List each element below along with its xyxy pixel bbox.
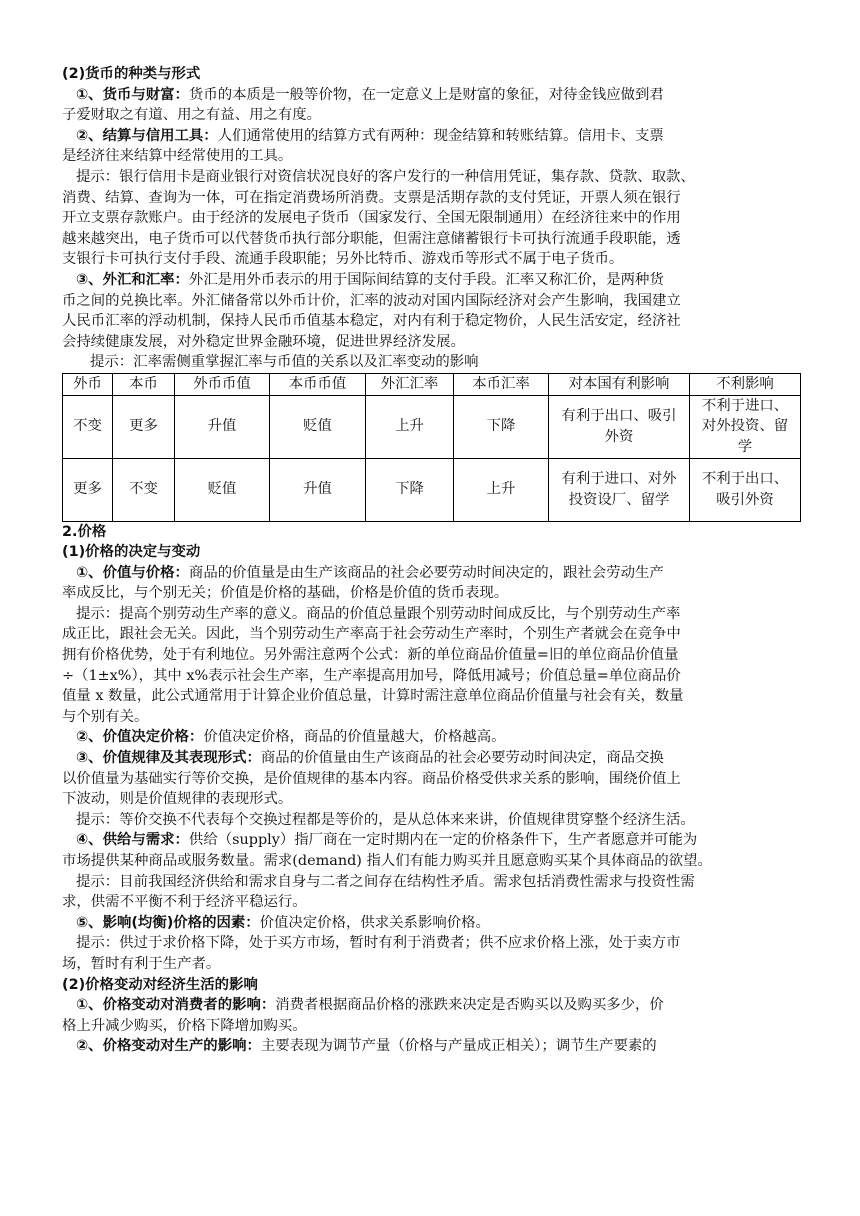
tip-line: 拥有价格优势，处于有利地位。另外需注意两个公式：新的单位商品价值量=旧的单位商品价值量 bbox=[62, 647, 679, 664]
paragraph-text: 主要表现为调节产量（价格与产量成正相关）；调节生产要素的 bbox=[260, 1038, 657, 1055]
paragraph-currency-wealth bbox=[62, 85, 807, 106]
paragraph-text: 是经济往来结算中经常使用的工具。 bbox=[62, 148, 293, 165]
table-header-cell: 对本国有利影响 bbox=[549, 373, 690, 395]
tip-line: 值量 x 数量，此公式通常用于计算企业价值总量，计算时需注意单位商品价值量与社会有关，数量 bbox=[62, 688, 684, 705]
paragraph-text: 外汇是用外币表示的用于国际间结算的支付手段。汇率又称汇价，是两种货 bbox=[188, 271, 664, 288]
table-cell: 更多 bbox=[113, 395, 175, 458]
paragraph-text: 货币的本质是一般等价物，在一定意义上是财富的象征，对待金钱应做到君 bbox=[188, 86, 664, 103]
tip-line: 开立支票存款账户。由于经济的发展电子货币（国家发行、全国无限制通用）在经济往来中的作用 bbox=[62, 210, 681, 227]
paragraph-text: 子爱财取之有道、用之有益、用之有度。 bbox=[62, 107, 322, 124]
table-cell: 贬值 bbox=[270, 395, 366, 458]
term-label: ①、货币与财富： bbox=[76, 86, 189, 103]
tip-line: 提示：银行信用卡是商业银行对资信状况良好的客户发行的一种信用凭证，集存款、贷款、取款、 bbox=[76, 168, 695, 185]
table-header-cell: 本币币值 bbox=[270, 373, 366, 395]
paragraph-price-factors bbox=[62, 913, 807, 934]
section-heading-currency: (2)货币的种类与形式 bbox=[62, 66, 201, 82]
paragraph-text: 价值决定价格，商品的价值量越大，价格越高。 bbox=[203, 729, 506, 746]
term-label: ③、价值规律及其表现形式： bbox=[76, 750, 261, 767]
table-cell: 上升 bbox=[366, 395, 454, 458]
tip-line: 提示：提高个别劳动生产率的意义。商品的价值总量跟个别劳动时间成反比，与个别劳动生产率 bbox=[76, 605, 681, 622]
table-cell: 下降 bbox=[454, 395, 549, 458]
table-cell: 不变 bbox=[113, 458, 175, 521]
table-cell: 贬值 bbox=[175, 458, 270, 521]
term-label: ①、价格变动对消费者的影响： bbox=[76, 997, 276, 1014]
paragraph-text: 消费者根据商品价格的涨跌来决定是否购买以及购买多少，价 bbox=[275, 997, 664, 1014]
paragraph-supply-demand bbox=[62, 830, 807, 851]
table-cell: 上升 bbox=[454, 458, 549, 521]
table-header-cell: 不利影响 bbox=[690, 373, 801, 395]
paragraph-text: 会持续健康发展，对外稳定世界金融环境，促进世界经济发展。 bbox=[62, 333, 465, 350]
document-page bbox=[62, 64, 807, 1057]
paragraph-law-of-value bbox=[62, 748, 807, 769]
paragraph-text: 以价值量为基础实行等价交换，是价值规律的基本内容。商品价格受供求关系的影响，围绕价值上 bbox=[62, 770, 681, 787]
paragraph-text: 率成反比，与个别无关；价值是价格的基础，价格是价值的货币表现。 bbox=[62, 585, 509, 602]
tip-line: ÷（1±x%），其中 x%表示社会生产率，生产率提高用加号，降低用减号；价值总量=单位商品价 bbox=[62, 667, 681, 684]
table-cell: 升值 bbox=[175, 395, 270, 458]
paragraph-text: 商品的价值量由生产该商品的社会必要劳动时间决定，商品交换 bbox=[260, 750, 664, 767]
table-header-cell: 外币币值 bbox=[175, 373, 270, 395]
tip-line: 求，供需不平衡不利于经济平稳运行。 bbox=[62, 894, 307, 911]
table-cell: 下降 bbox=[366, 458, 454, 521]
tip-line: 支银行卡可执行支付手段、流通手段职能；另外比特币、游戏币等形式不属于电子货币。 bbox=[62, 251, 624, 268]
tip-line: 成正比，跟社会无关。因此，当个别劳动生产率高于社会劳动生产率时，个别生产者就会在竞争中 bbox=[62, 626, 681, 643]
paragraph-value-decides-price bbox=[62, 727, 807, 748]
table-header-cell: 外汇汇率 bbox=[366, 373, 454, 395]
paragraph-text: 币之间的兑换比率。外汇储备常以外币计价，汇率的波动对国内国际经济对会产生影响，我国建立 bbox=[62, 292, 681, 309]
paragraph-text: 下波动，则是价值规律的表现形式。 bbox=[62, 791, 293, 808]
paragraph-production-impact bbox=[62, 1036, 807, 1057]
subsection-heading: (2)价格变动对经济生活的影响 bbox=[62, 976, 258, 993]
table-cell: 不利于进口、对外投资、留学 bbox=[690, 395, 801, 458]
tip-line: 提示：供过于求价格下降，处于买方市场，暂时有利于消费者；供不应求价格上涨，处于卖方市 bbox=[76, 935, 681, 952]
paragraph-text: 价值决定价格，供求关系影响价格。 bbox=[259, 914, 490, 931]
paragraph-settlement bbox=[62, 126, 807, 147]
tip-line: 提示：目前我国经济供给和需求自身与二者之间存在结构性矛盾。需求包括消费性需求与投资性需 bbox=[76, 873, 695, 890]
tip-line: 场，暂时有利于生产者。 bbox=[62, 955, 221, 972]
table-row bbox=[63, 458, 801, 521]
term-label: ③、外汇和汇率： bbox=[76, 271, 189, 288]
paragraph-text: 人们通常使用的结算方式有两种：现金结算和转账结算。信用卡、支票 bbox=[217, 127, 664, 144]
tip-line: 消费、结算、查询为一体，可在指定消费场所消费。支票是活期存款的支付凭证，开票人须在银行 bbox=[62, 189, 681, 206]
subsection-heading: (1)价格的决定与变动 bbox=[62, 544, 201, 561]
table-cell: 不利于出口、吸引外资 bbox=[690, 458, 801, 521]
paragraph-text: 格上升减少购买，价格下降增加购买。 bbox=[62, 1017, 307, 1034]
term-label: ②、结算与信用工具： bbox=[76, 127, 218, 144]
paragraph-consumer-impact bbox=[62, 995, 807, 1016]
term-label: ①、价值与价格： bbox=[76, 564, 189, 581]
paragraph-text: 市场提供某种商品或服务数量。需求(demand) 指人们有能力购买并且愿意购买某个具体商品的欲望。 bbox=[62, 853, 712, 869]
table-header-cell: 本币汇率 bbox=[454, 373, 549, 395]
term-label: ②、价格变动对生产的影响： bbox=[76, 1038, 261, 1055]
term-label: ⑤、影响(均衡)价格的因素： bbox=[76, 914, 260, 931]
tip-line: 提示：等价交换不代表每个交换过程都是等价的，是从总体来来讲，价值规律贯穿整个经济生活。 bbox=[76, 811, 695, 828]
table-header-row bbox=[63, 373, 801, 395]
paragraph-value-price bbox=[62, 563, 807, 584]
table-cell: 有利于进口、对外投资设厂、留学 bbox=[549, 458, 690, 521]
tip-line: 与个别有关。 bbox=[62, 708, 149, 725]
table-row bbox=[63, 395, 801, 458]
tip-line: 越来越突出，电子货币可以代替货币执行部分职能，但需注意储蓄银行卡可执行流通手段职能，透 bbox=[62, 230, 681, 247]
table-header-cell: 本币 bbox=[113, 373, 175, 395]
paragraph-text: 人民币汇率的浮动机制，保持人民币币值基本稳定，对内有利于稳定物价，人民生活安定，经济社 bbox=[62, 313, 681, 330]
paragraph-forex bbox=[62, 270, 807, 291]
table-cell: 更多 bbox=[63, 458, 113, 521]
exchange-rate-table bbox=[62, 373, 801, 522]
term-label: ④、供给与需求： bbox=[76, 832, 189, 849]
paragraph-text: 供给（supply）指厂商在一定时期内在一定的价格条件下，生产者愿意并可能为 bbox=[188, 832, 698, 849]
table-cell: 有利于出口、吸引外资 bbox=[549, 395, 690, 458]
table-header-cell: 外币 bbox=[63, 373, 113, 395]
table-cell: 不变 bbox=[63, 395, 113, 458]
section-heading-price: 2.价格 bbox=[62, 523, 107, 540]
table-cell: 升值 bbox=[270, 458, 366, 521]
term-label: ②、价值决定价格： bbox=[76, 729, 204, 746]
tip-line: 提示：汇率需侧重掌握汇率与币值的关系以及汇率变动的影响 bbox=[90, 354, 479, 371]
paragraph-text: 商品的价值量是由生产该商品的社会必要劳动时间决定的，跟社会劳动生产 bbox=[188, 564, 664, 581]
